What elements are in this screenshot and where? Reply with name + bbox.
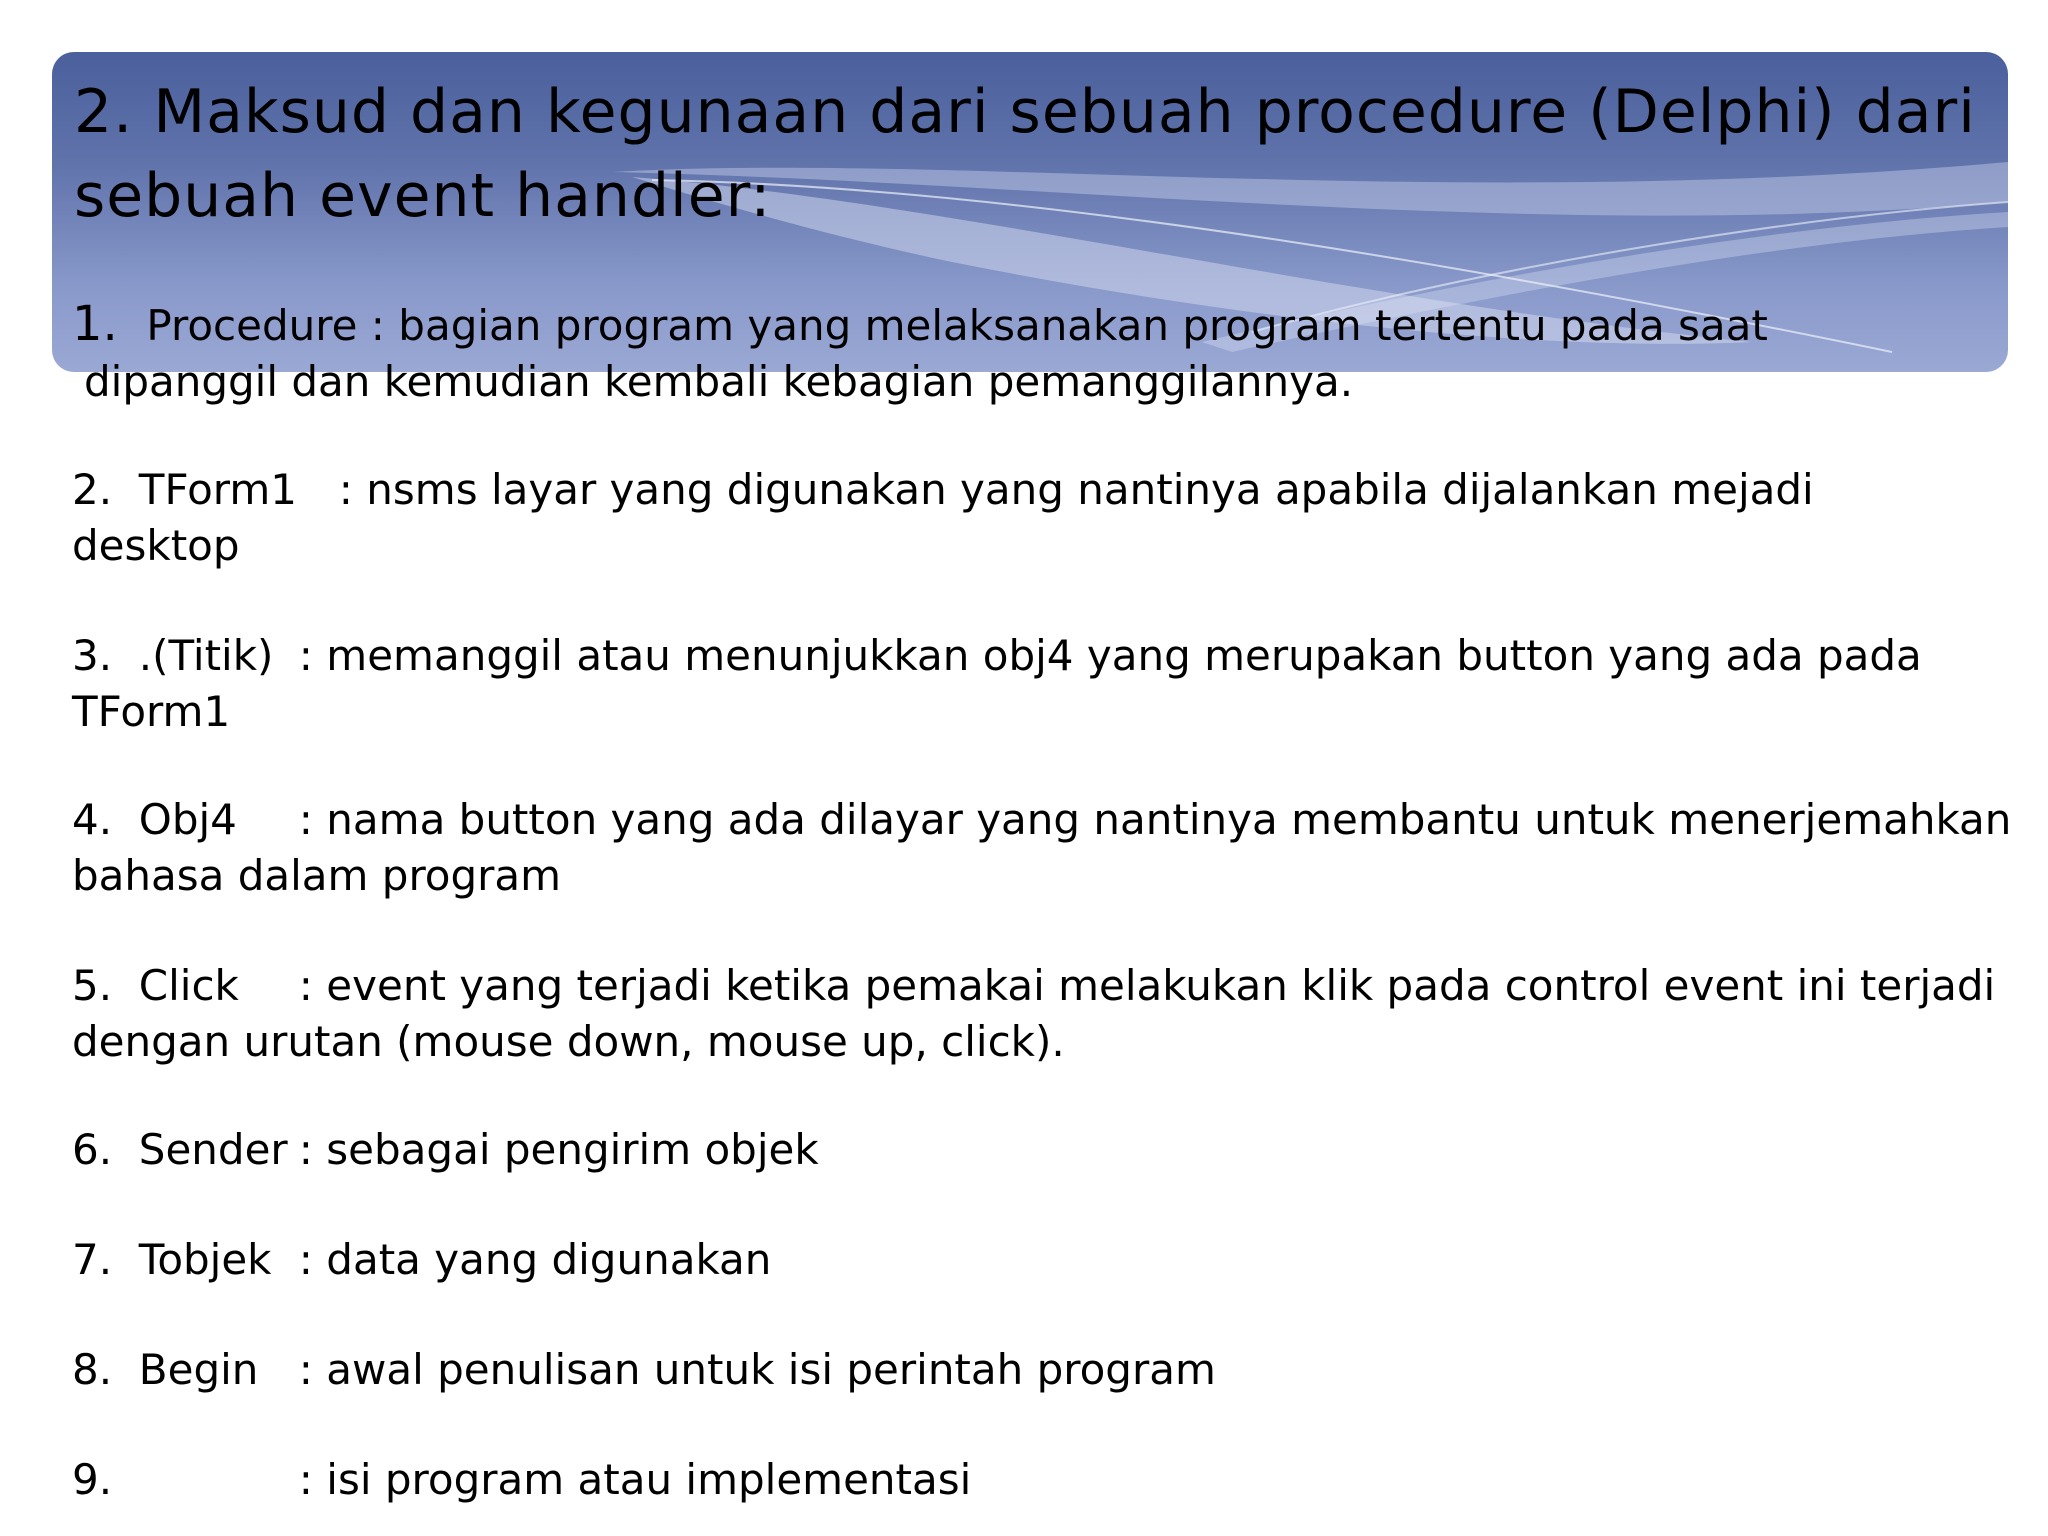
- item-term: TForm1: [138, 465, 297, 514]
- item-description: : bagian program yang melaksanakan program tertentu pada saat: [357, 301, 1768, 350]
- list-item: [72, 1452, 971, 1508]
- item-term: .(Titik): [138, 631, 274, 680]
- item-number: 3.: [72, 631, 126, 680]
- item-number: 2.: [72, 465, 126, 514]
- list-item: [72, 462, 1814, 574]
- list-item: [72, 628, 1922, 740]
- slide-title: 2. Maksud dan kegunaan dari sebuah procedure (Delphi) dari sebuah event handler:: [74, 77, 1976, 231]
- list-item: [72, 792, 2011, 904]
- item-description: : nama button yang ada dilayar yang nantinya membantu untuk menerjemahkan: [298, 795, 2012, 844]
- item-description-continued: dengan urutan (mouse down, mouse up, click).: [72, 1017, 1065, 1066]
- item-description: : sebagai pengirim objek: [298, 1125, 819, 1174]
- item-description: : isi program atau implementasi: [298, 1455, 972, 1504]
- item-description: : memanggil atau menunjukkan obj4 yang merupakan button yang ada pada: [298, 631, 1922, 680]
- item-description-continued: desktop: [72, 521, 240, 570]
- list-item: [72, 1342, 1216, 1398]
- item-number: 7.: [72, 1235, 126, 1284]
- item-number: 1.: [72, 296, 134, 352]
- list-item: [72, 958, 1995, 1070]
- item-term: Procedure: [146, 301, 358, 350]
- item-term: Begin: [138, 1345, 259, 1394]
- item-description: : data yang digunakan: [298, 1235, 772, 1284]
- item-number: 6.: [72, 1125, 126, 1174]
- item-description: : event yang terjadi ketika pemakai melakukan klik pada control event ini terjadi: [298, 961, 1996, 1010]
- item-number: 9.: [72, 1455, 126, 1504]
- item-description-continued: TForm1: [72, 687, 231, 736]
- item-description-continued: bahasa dalam program: [72, 851, 562, 900]
- item-term: Obj4: [138, 795, 237, 844]
- list-item: [72, 1232, 771, 1288]
- item-term: Sender: [138, 1125, 288, 1174]
- item-description: : awal penulisan untuk isi perintah program: [298, 1345, 1216, 1394]
- item-term: Click: [138, 961, 239, 1010]
- item-description-continued: dipanggil dan kemudian kembali kebagian pemanggilannya.: [84, 357, 1354, 406]
- item-number: 5.: [72, 961, 126, 1010]
- item-description: : nsms layar yang digunakan yang nantinya apabila dijalankan mejadi: [338, 465, 1814, 514]
- item-term: Tobjek: [138, 1235, 272, 1284]
- item-number: 4.: [72, 795, 126, 844]
- list-item: [72, 296, 1768, 410]
- item-number: 8.: [72, 1345, 126, 1394]
- list-item: [72, 1122, 819, 1178]
